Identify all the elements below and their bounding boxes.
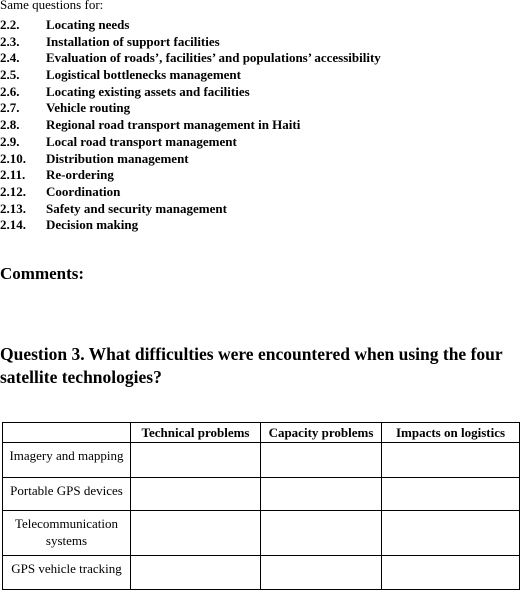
item-number: 2.6. [0, 83, 20, 99]
table-cell[interactable] [131, 478, 261, 511]
item-number: 2.4. [0, 50, 20, 66]
table-cell[interactable] [261, 443, 382, 478]
item-text: Locating needs [46, 17, 130, 32]
item-number: 2.2. [0, 17, 20, 32]
table-cell[interactable] [131, 556, 261, 590]
row-label: GPS vehicle tracking [3, 556, 131, 590]
table-row [3, 511, 520, 556]
list-item [0, 100, 520, 117]
item-number: 2.11. [0, 167, 26, 183]
item-number: 2.9. [0, 133, 20, 149]
table-cell[interactable] [382, 478, 520, 511]
item-text: Re-ordering [46, 167, 114, 183]
table-cell[interactable] [382, 556, 520, 590]
difficulties-table [2, 422, 520, 590]
list-item [0, 50, 520, 67]
comments-heading: Comments: [0, 264, 85, 283]
list-item [0, 201, 520, 218]
table-cell[interactable] [261, 556, 382, 590]
row-label: Telecommunication systems [3, 511, 131, 556]
list-item [0, 117, 520, 134]
list-item [0, 134, 520, 151]
list-item [0, 67, 520, 84]
item-number: 2.14. [0, 217, 26, 233]
table-cell[interactable] [382, 443, 520, 478]
row-label: Imagery and mapping [3, 443, 131, 478]
item-number: 2.5. [0, 67, 20, 83]
column-header: Capacity problems [261, 423, 382, 443]
item-text: Coordination [46, 183, 121, 199]
table-row [3, 443, 520, 478]
table-cell[interactable] [261, 511, 382, 556]
item-text: Safety and security management [46, 200, 227, 216]
item-number: 2.13. [0, 200, 26, 216]
table-header-row [3, 423, 520, 443]
question-list [0, 17, 520, 234]
item-number: 2.3. [0, 33, 20, 49]
item-text: Distribution management [46, 150, 189, 166]
list-item [0, 84, 520, 101]
item-number: 2.10. [0, 150, 26, 166]
item-number: 2.7. [0, 100, 20, 116]
item-text: Locating existing assets and facilities [46, 83, 250, 99]
table-cell[interactable] [131, 511, 261, 556]
item-text: Vehicle routing [46, 100, 131, 116]
item-number: 2.12. [0, 183, 26, 199]
column-header [3, 423, 131, 443]
intro-text: Same questions for: [0, 0, 104, 12]
item-number: 2.8. [0, 117, 20, 133]
table-cell[interactable] [382, 511, 520, 556]
table-row [3, 478, 520, 511]
row-label: Portable GPS devices [3, 478, 131, 511]
item-text: Installation of support facilities [46, 33, 220, 49]
table-cell[interactable] [131, 443, 261, 478]
list-item [0, 17, 520, 34]
item-text: Local road transport management [46, 133, 237, 149]
item-text: Decision making [46, 217, 139, 233]
item-text: Regional road transport management in Haiti [46, 117, 301, 133]
list-item [0, 151, 520, 168]
list-item [0, 34, 520, 51]
list-item [0, 167, 520, 184]
list-item [0, 184, 520, 201]
table-cell[interactable] [261, 478, 382, 511]
question-3-heading: Question 3. What difficulties were encountered when using the four satellite technologies? [0, 344, 503, 387]
item-text: Logistical bottlenecks management [46, 67, 241, 83]
table-row [3, 556, 520, 590]
column-header: Technical problems [131, 423, 261, 443]
list-item [0, 217, 520, 234]
item-text: Evaluation of roads’, facilities’ and populations’ accessibility [46, 50, 381, 66]
column-header: Impacts on logistics [382, 423, 520, 443]
